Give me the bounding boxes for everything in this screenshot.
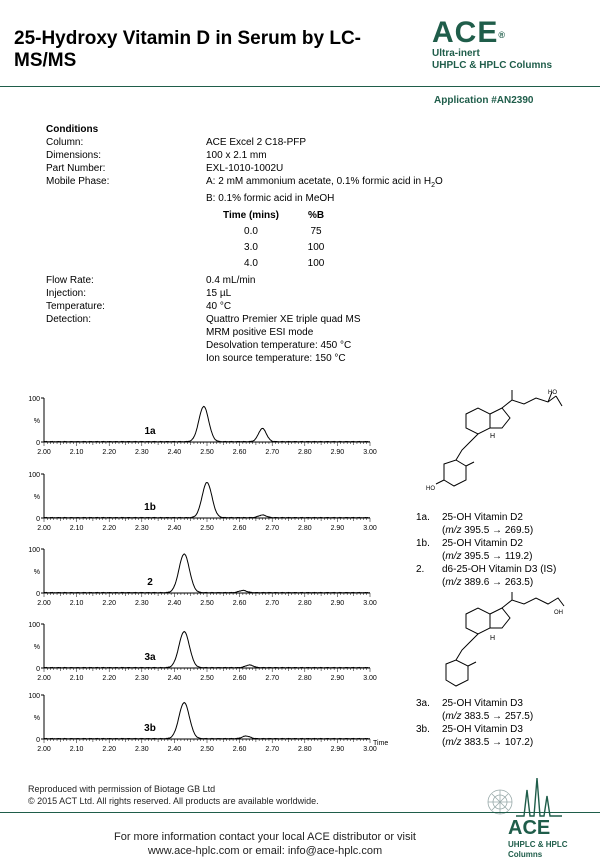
chromatogram-trace	[44, 483, 370, 518]
dimensions-label: Dimensions:	[46, 150, 102, 161]
chromatogram-trace	[44, 406, 370, 442]
x-tick-label: 2.90	[330, 449, 345, 456]
detection-value: Quattro Premier XE triple quad MS	[206, 314, 361, 325]
x-tick-label: 2.20	[102, 449, 117, 456]
x-tick-label: 2.60	[232, 675, 247, 682]
part-number-label: Part Number:	[46, 163, 106, 174]
x-tick-label: 2.40	[167, 675, 182, 682]
x-tick-label: 2.90	[330, 675, 345, 682]
conditions-heading: Conditions	[46, 124, 99, 135]
flow-rate-value: 0.4 mL/min	[206, 275, 256, 286]
y-tick-label: %	[33, 569, 40, 576]
x-tick-label: 2.30	[134, 600, 149, 607]
x-tick-label: 2.00	[37, 600, 51, 607]
x-tick-label: 2.60	[232, 525, 247, 532]
x-tick-label: 3.00	[363, 675, 377, 682]
x-tick-label: 2.40	[167, 746, 182, 753]
x-tick-label: 2.70	[265, 449, 280, 456]
y-tick-label: 0	[36, 516, 40, 523]
x-tick-label: 2.30	[134, 746, 149, 753]
page-title: 25-Hydroxy Vitamin D in Serum by LC-MS/MS	[14, 28, 362, 71]
x-tick-label: 2.90	[330, 600, 345, 607]
x-tick-label: 3.00	[363, 600, 377, 607]
x-tick-label: 2.30	[134, 525, 149, 532]
contact-line-1: For more information contact your local ACE distributor or visit	[113, 831, 416, 843]
gradient-b: 100	[307, 258, 325, 269]
x-tick-label: 2.30	[134, 449, 149, 456]
brand-name: ACE	[432, 16, 499, 49]
x-tick-label: 2.10	[69, 746, 84, 753]
y-tick-label: 0	[36, 591, 40, 598]
y-tick-label: 0	[36, 737, 40, 744]
gradient-header-time: Time (mins)	[223, 210, 279, 221]
svg-text:OH: OH	[554, 610, 563, 616]
x-tick-label: 2.70	[265, 600, 280, 607]
x-tick-label: 3.00	[363, 746, 377, 753]
x-tick-label: 2.80	[297, 675, 312, 682]
y-tick-label: 100	[28, 547, 40, 554]
y-tick-label: 0	[36, 440, 40, 447]
x-tick-label: 2.00	[37, 675, 51, 682]
gradient-b: 100	[307, 242, 325, 253]
x-tick-label: 2.10	[69, 675, 84, 682]
x-tick-label: 2.40	[167, 600, 182, 607]
x-tick-label: 2.30	[134, 675, 149, 682]
x-tick-label: 2.50	[200, 449, 214, 456]
ace-logo	[432, 18, 592, 72]
chromatogram-trace	[44, 554, 370, 593]
x-tick-label: 2.20	[102, 675, 117, 682]
trace-label: 1b	[144, 502, 156, 513]
chromatogram-trace	[44, 703, 370, 739]
gradient-time: 3.0	[244, 242, 258, 253]
trace-label: 3a	[144, 652, 156, 663]
gradient-time: 4.0	[244, 258, 258, 269]
x-tick-label: 2.80	[297, 525, 312, 532]
brand-tagline-1: Ultra-inert	[432, 48, 480, 59]
x-tick-label: 2.70	[265, 525, 280, 532]
mobile-phase-a: A: 2 mM ammonium acetate, 0.1% formic acid in $H_2O$	[206, 176, 443, 189]
y-tick-label: 100	[28, 396, 40, 403]
svg-text:H: H	[490, 433, 496, 440]
x-tick-label: 3.00	[363, 525, 377, 532]
detection-value: Ion source temperature: 150 °C	[206, 353, 346, 364]
copyright-text: © 2015 ACT Ltd. All rights reserved. All products are available worldwide.	[28, 796, 319, 806]
x-tick-label: 2.20	[102, 746, 117, 753]
x-tick-label: 2.80	[297, 449, 312, 456]
x-tick-label: 2.00	[37, 449, 51, 456]
svg-text:HO: HO	[548, 390, 557, 396]
x-tick-label: 2.10	[69, 449, 84, 456]
svg-text:HO: HO	[426, 486, 435, 492]
x-tick-label: 2.50	[200, 746, 214, 753]
permission-text: Reproduced with permission of Biotage GB Ltd	[28, 784, 216, 794]
y-tick-label: %	[33, 418, 40, 425]
conditions-block	[46, 123, 566, 365]
vitamin-d2-structure	[428, 384, 568, 500]
vitamin-d3-structure	[440, 592, 570, 696]
y-tick-label: 0	[36, 666, 40, 673]
x-tick-label: 2.40	[167, 449, 182, 456]
x-tick-label: 2.50	[200, 675, 214, 682]
y-tick-label: 100	[28, 693, 40, 700]
chromatogram-trace	[44, 632, 370, 668]
detection-label: Detection:	[46, 314, 92, 325]
x-axis-label: Time	[373, 740, 389, 747]
x-tick-label: 2.90	[330, 746, 345, 753]
legend-bottom: 3a. 25-OH Vitamin D3 (m/z 383.5 → 257.5) 3b. 25-OH Vitamin D3 (m/z 383.5 → 107.2)	[416, 698, 534, 748]
detection-value: Desolvation temperature: 450 °C	[206, 340, 352, 351]
x-tick-label: 2.60	[232, 746, 247, 753]
contact-line-2: www.ace-hplc.com or email: info@ace-hplc.com	[147, 845, 383, 857]
part-number-value: EXL-1010-1002U	[206, 163, 284, 174]
x-tick-label: 2.80	[297, 746, 312, 753]
trace-label: 2	[147, 577, 153, 588]
x-tick-label: 2.20	[102, 600, 117, 607]
column-label: Column:	[46, 137, 84, 148]
y-tick-label: %	[33, 494, 40, 501]
y-tick-label: %	[33, 644, 40, 651]
x-tick-label: 2.10	[69, 600, 84, 607]
mobile-phase-b: B: 0.1% formic acid in MeOH	[206, 193, 335, 204]
x-tick-label: 3.00	[363, 449, 377, 456]
x-tick-label: 2.50	[200, 525, 214, 532]
detection-value: MRM positive ESI mode	[206, 327, 314, 338]
gradient-header-b: %B	[307, 210, 325, 221]
x-tick-label: 2.60	[232, 600, 247, 607]
x-tick-label: 2.00	[37, 525, 51, 532]
trace-label: 1a	[144, 426, 156, 437]
x-tick-label: 2.90	[330, 525, 345, 532]
footer-brand-tagline: UHPLC & HPLC Columns	[508, 840, 568, 859]
x-tick-label: 2.70	[265, 746, 280, 753]
brand-tagline-2: UHPLC & HPLC Columns	[432, 60, 552, 71]
x-tick-label: 2.00	[37, 746, 51, 753]
contact-info	[70, 830, 460, 858]
x-tick-label: 2.80	[297, 600, 312, 607]
x-tick-label: 2.50	[200, 600, 214, 607]
x-tick-label: 2.10	[69, 525, 84, 532]
temperature-label: Temperature:	[46, 301, 105, 312]
gradient-time: 0.0	[244, 226, 258, 237]
svg-text:H: H	[490, 635, 496, 642]
y-tick-label: 100	[28, 472, 40, 479]
y-tick-label: %	[33, 715, 40, 722]
permission-note	[28, 783, 319, 807]
mobile-phase-label: Mobile Phase:	[46, 176, 110, 187]
flow-rate-label: Flow Rate:	[46, 275, 94, 286]
trace-label: 3b	[144, 723, 156, 734]
application-number: Application #AN2390	[434, 95, 534, 106]
x-tick-label: 2.20	[102, 525, 117, 532]
injection-label: Injection:	[46, 288, 87, 299]
x-tick-label: 2.40	[167, 525, 182, 532]
gradient-b: 75	[310, 226, 322, 237]
y-tick-label: 100	[28, 622, 40, 629]
gradient-table	[206, 208, 566, 272]
header-divider	[0, 86, 600, 87]
dimensions-value: 100 x 2.1 mm	[206, 150, 267, 161]
footer-brand: ACE	[508, 817, 551, 839]
x-tick-label: 2.70	[265, 675, 280, 682]
x-tick-label: 2.60	[232, 449, 247, 456]
registered-mark: ®	[498, 30, 506, 40]
injection-value: 15 µL	[206, 288, 232, 299]
column-value: ACE Excel 2 C18-PFP	[206, 137, 307, 148]
footer-divider	[0, 812, 600, 813]
legend-top: 1a. 25-OH Vitamin D2 (m/z 395.5 → 269.5) 1b. 25-OH Vitamin D2 (m/z 395.5 → 119.2) 2. d6-25-OH Vitamin D3 (IS) (m/z 389.6 → 263.5)	[416, 512, 557, 588]
temperature-value: 40 °C	[206, 301, 232, 312]
